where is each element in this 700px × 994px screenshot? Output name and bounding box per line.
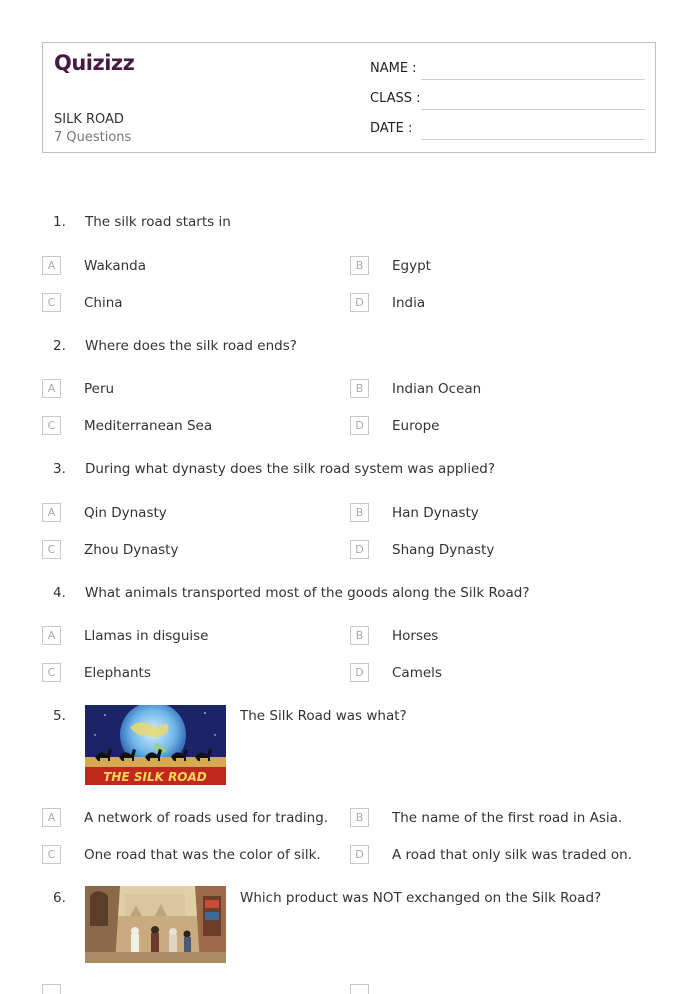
option-letter: A [42,503,61,522]
question-count: 7 Questions [54,130,132,145]
option-text: Wakanda [84,258,147,274]
question-3 [53,461,495,477]
question-4 [53,585,530,601]
option-text: Han Dynasty [392,505,479,521]
question-text: The silk road starts in [85,214,231,230]
question-number: 6. [53,890,66,906]
option-text: A road that only silk was traded on. [392,847,632,863]
option-letter: C [42,845,61,864]
question-text: Where does the silk road ends? [85,338,297,354]
question-2 [53,338,297,354]
question-text: During what dynasty does the silk road system was applied? [85,461,496,477]
question-text: Which product was NOT exchanged on the Silk Road? [240,890,602,906]
option-letter: B [350,256,369,275]
date-field [370,121,412,136]
option-letter: B [350,503,369,522]
date-line [421,139,645,140]
option-text: Llamas in disguise [84,628,209,644]
option-text: Elephants [84,665,151,681]
option-box-partial [42,984,61,994]
option-letter: C [42,416,61,435]
option-text: Egypt [392,258,431,274]
question-number: 4. [53,585,66,601]
option-text: Camels [392,665,442,681]
option-letter: B [350,626,369,645]
option-letter: C [42,293,61,312]
option-text: Peru [84,381,115,397]
option-text: Qin Dynasty [84,505,167,521]
option-letter: D [350,663,369,682]
class-label: CLASS : [370,91,421,106]
quizizz-logo: Quizizz [54,51,135,75]
option-letter: A [42,808,61,827]
question-1 [53,214,231,230]
name-label: NAME : [370,61,417,76]
option-box-partial [350,984,369,994]
option-letter: D [350,293,369,312]
option-letter: C [42,540,61,559]
option-text: India [392,295,426,311]
option-text: Indian Ocean [392,381,482,397]
option-text: China [84,295,123,311]
name-field [370,61,417,76]
option-letter: A [42,626,61,645]
option-letter: B [350,808,369,827]
silk-road-image [85,705,226,785]
option-text: A network of roads used for trading. [84,810,329,826]
market-scene-illustration [85,886,226,963]
question-text: The Silk Road was what? [240,708,407,724]
question-5 [53,708,85,724]
option-letter: C [42,663,61,682]
date-label: DATE : [370,121,413,136]
worksheet-header [42,42,656,153]
option-letter: D [350,416,369,435]
option-letter: D [350,845,369,864]
market-painting-image [85,886,226,963]
option-letter: D [350,540,369,559]
option-text: Mediterranean Sea [84,418,213,434]
option-letter: A [42,379,61,398]
silk-road-banner-text: THE SILK ROAD [103,770,207,784]
question-6 [53,890,85,906]
class-line [421,109,645,110]
question-text: What animals transported most of the goods along the Silk Road? [85,585,530,601]
question-number: 3. [53,461,66,477]
question-number: 5. [53,708,66,724]
class-field [370,91,421,106]
option-text: One road that was the color of silk. [84,847,321,863]
option-text: Zhou Dynasty [84,542,179,558]
option-letter: B [350,379,369,398]
option-text: Shang Dynasty [392,542,495,558]
option-text: Horses [392,628,439,644]
option-text: The name of the first road in Asia. [392,810,623,826]
question-number: 1. [53,214,66,230]
option-text: Europe [392,418,440,434]
name-line [421,79,645,80]
option-letter: A [42,256,61,275]
silk-road-illustration [85,705,226,785]
question-number: 2. [53,338,66,354]
worksheet-title: SILK ROAD [54,112,124,127]
